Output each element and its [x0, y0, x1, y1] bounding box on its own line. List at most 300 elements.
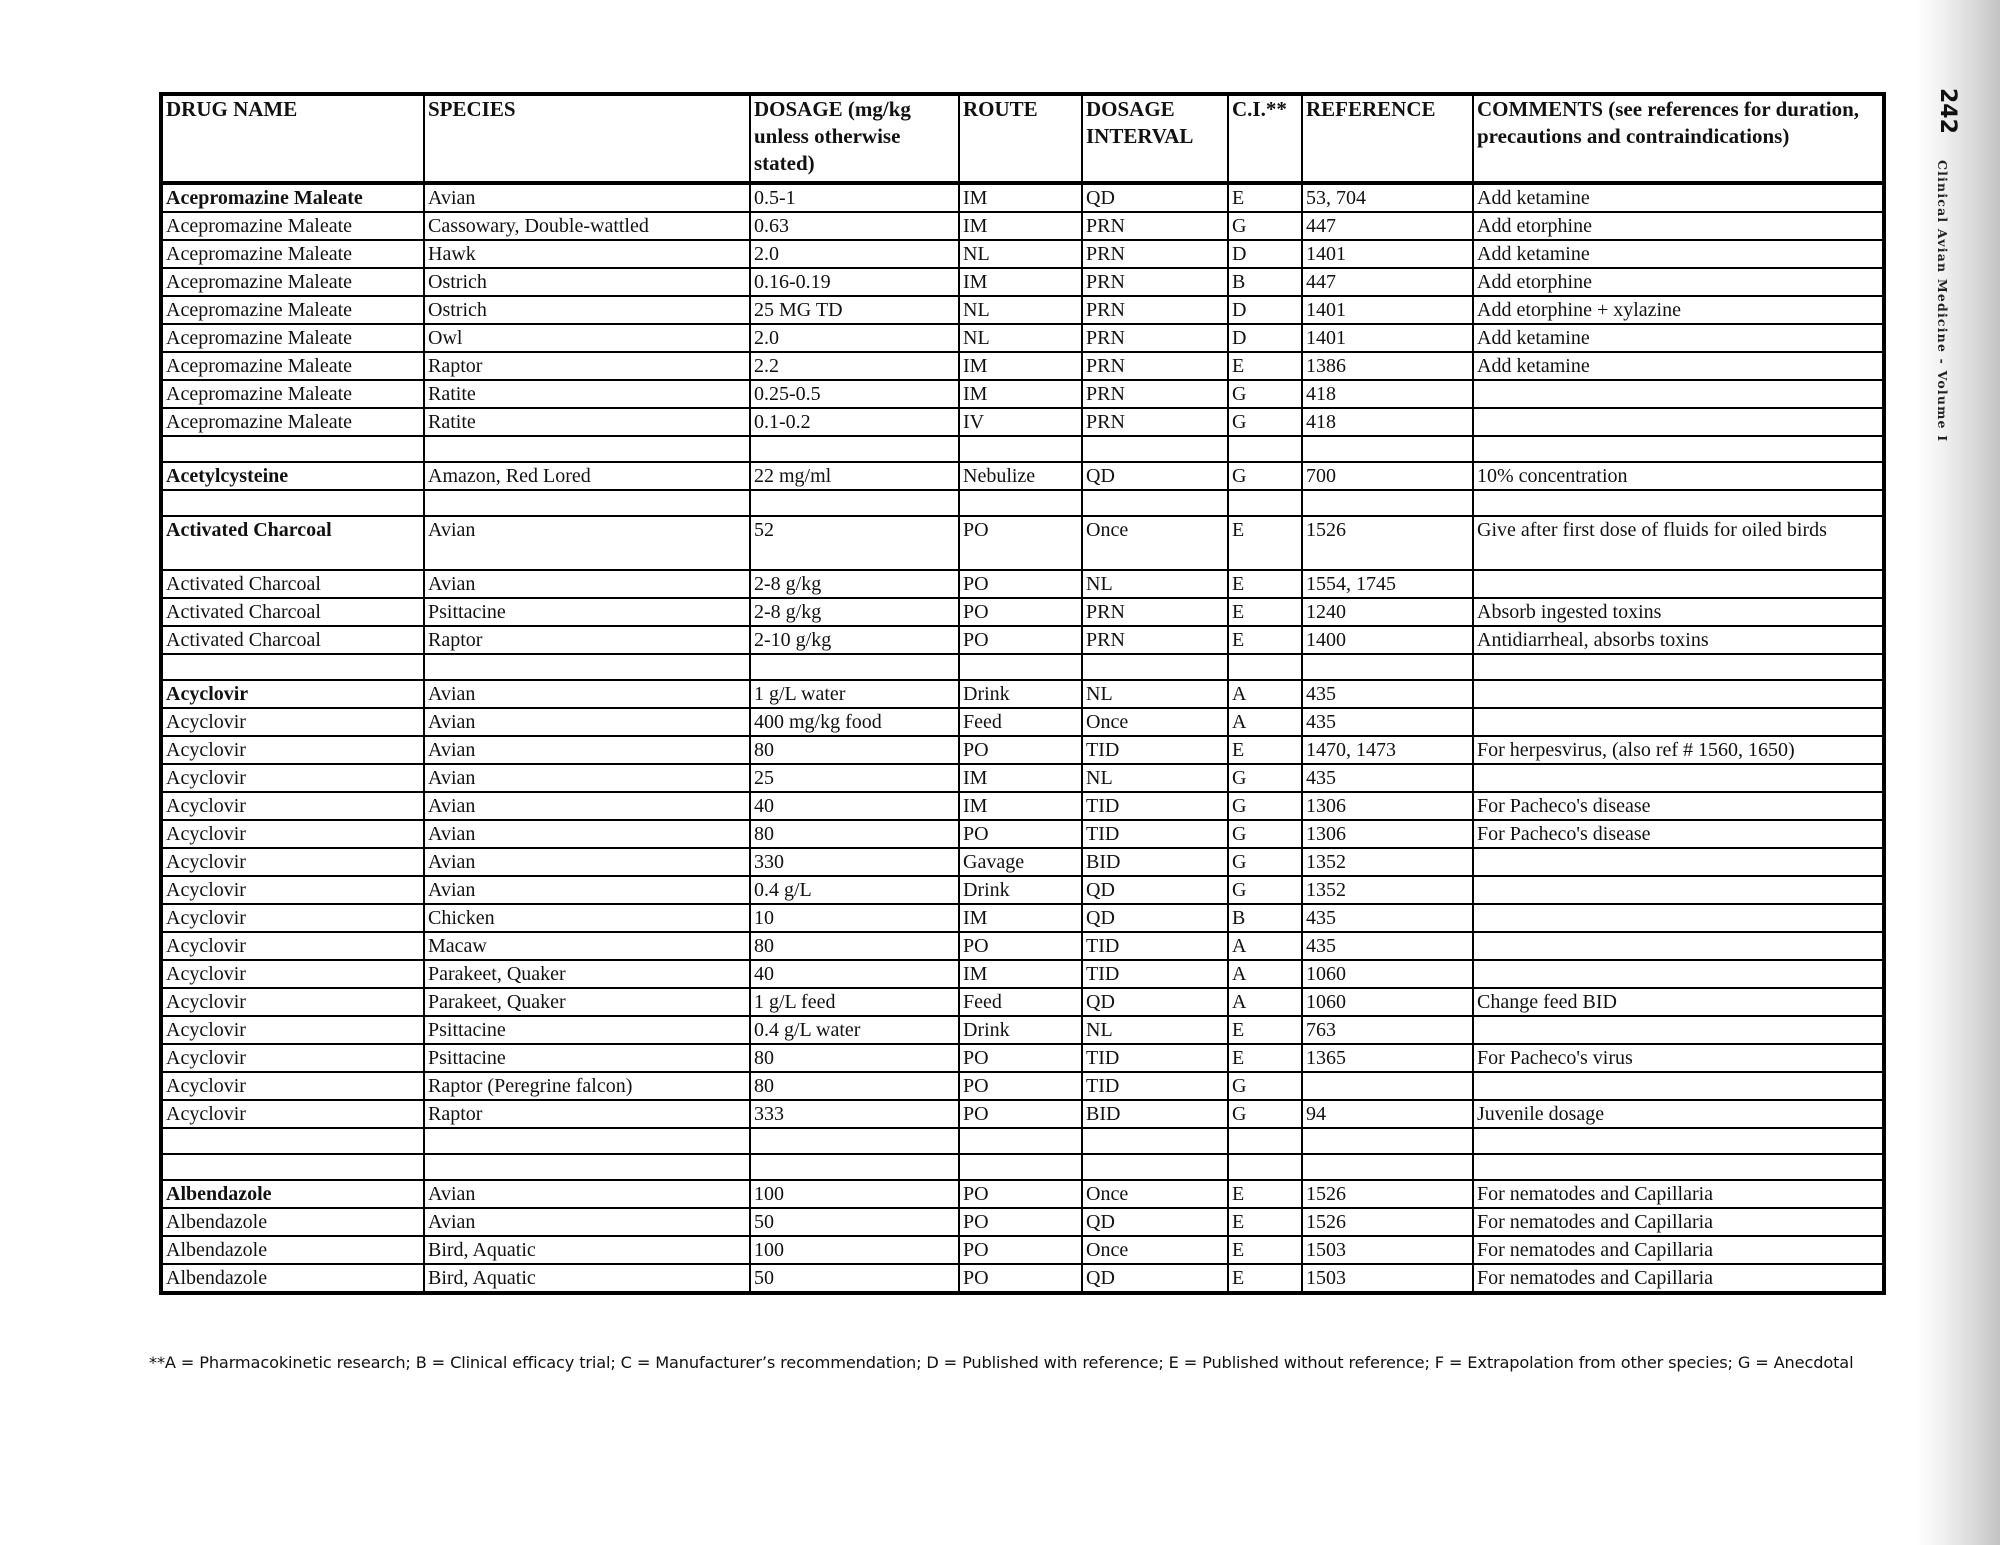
cell-reference: 1352	[1302, 848, 1473, 876]
cell-dosage	[750, 1128, 959, 1154]
cell-route: IV	[959, 408, 1082, 436]
cell-route: IM	[959, 792, 1082, 820]
cell-comments: Add etorphine	[1473, 212, 1884, 240]
cell-comments: For nematodes and Capillaria	[1473, 1208, 1884, 1236]
cell-route: PO	[959, 820, 1082, 848]
cell-species	[424, 1128, 750, 1154]
table-row	[161, 988, 1884, 1016]
cell-reference: 435	[1302, 904, 1473, 932]
cell-drug-name: Acyclovir	[161, 988, 424, 1016]
table-row	[161, 516, 1884, 570]
cell-dosage-interval: PRN	[1082, 240, 1228, 268]
cell-dosage-interval: BID	[1082, 1100, 1228, 1128]
cell-species: Avian	[424, 516, 750, 570]
cell-dosage-interval: PRN	[1082, 626, 1228, 654]
cell-route: PO	[959, 1264, 1082, 1293]
cell-drug-name: Acepromazine Maleate	[161, 380, 424, 408]
cell-reference: 700	[1302, 462, 1473, 490]
cell-route: IM	[959, 352, 1082, 380]
header-dosage-interval: DOSAGE INTERVAL	[1082, 94, 1228, 183]
cell-route	[959, 490, 1082, 516]
table-row	[161, 570, 1884, 598]
cell-route: IM	[959, 380, 1082, 408]
cell-ci: A	[1228, 960, 1302, 988]
cell-comments: Add etorphine + xylazine	[1473, 296, 1884, 324]
cell-dosage-interval	[1082, 654, 1228, 680]
cell-drug-name: Albendazole	[161, 1236, 424, 1264]
cell-species: Macaw	[424, 932, 750, 960]
cell-comments: For herpesvirus, (also ref # 1560, 1650)	[1473, 736, 1884, 764]
cell-comments: For nematodes and Capillaria	[1473, 1180, 1884, 1208]
cell-drug-name: Acyclovir	[161, 708, 424, 736]
cell-ci: G	[1228, 1072, 1302, 1100]
cell-dosage: 2.0	[750, 240, 959, 268]
empty-row	[161, 490, 1884, 516]
cell-dosage-interval: TID	[1082, 1044, 1228, 1072]
cell-species: Avian	[424, 680, 750, 708]
cell-species: Cassowary, Double-wattled	[424, 212, 750, 240]
cell-dosage: 1 g/L feed	[750, 988, 959, 1016]
table-row	[161, 183, 1884, 212]
cell-comments: Juvenile dosage	[1473, 1100, 1884, 1128]
cell-dosage: 80	[750, 932, 959, 960]
table-row	[161, 324, 1884, 352]
cell-ci: A	[1228, 680, 1302, 708]
cell-dosage-interval: PRN	[1082, 296, 1228, 324]
cell-comments	[1473, 1154, 1884, 1180]
cell-route: PO	[959, 598, 1082, 626]
cell-drug-name	[161, 490, 424, 516]
cell-species: Avian	[424, 876, 750, 904]
cell-dosage-interval	[1082, 490, 1228, 516]
table-row	[161, 240, 1884, 268]
cell-dosage: 100	[750, 1236, 959, 1264]
cell-species: Ratite	[424, 380, 750, 408]
cell-dosage-interval: NL	[1082, 680, 1228, 708]
cell-dosage-interval: PRN	[1082, 598, 1228, 626]
cell-ci: G	[1228, 820, 1302, 848]
cell-reference: 1240	[1302, 598, 1473, 626]
cell-reference: 435	[1302, 764, 1473, 792]
cell-reference: 1526	[1302, 516, 1473, 570]
cell-ci: A	[1228, 988, 1302, 1016]
cell-comments: Add ketamine	[1473, 240, 1884, 268]
cell-drug-name: Acepromazine Maleate	[161, 352, 424, 380]
cell-ci: G	[1228, 1100, 1302, 1128]
cell-dosage: 40	[750, 792, 959, 820]
cell-reference: 1060	[1302, 960, 1473, 988]
cell-reference	[1302, 1154, 1473, 1180]
cell-comments	[1473, 380, 1884, 408]
cell-drug-name: Acyclovir	[161, 820, 424, 848]
cell-species: Psittacine	[424, 598, 750, 626]
cell-species: Avian	[424, 764, 750, 792]
cell-comments	[1473, 680, 1884, 708]
cell-dosage: 10	[750, 904, 959, 932]
cell-drug-name: Acyclovir	[161, 1100, 424, 1128]
cell-drug-name: Acyclovir	[161, 932, 424, 960]
table-row	[161, 1236, 1884, 1264]
cell-reference: 1400	[1302, 626, 1473, 654]
cell-reference	[1302, 436, 1473, 462]
cell-drug-name	[161, 436, 424, 462]
cell-dosage-interval: TID	[1082, 820, 1228, 848]
cell-dosage-interval: PRN	[1082, 352, 1228, 380]
cell-species: Avian	[424, 1180, 750, 1208]
running-title-text: Clinical Avian Medicine - Volume I	[1935, 160, 1950, 443]
cell-species: Chicken	[424, 904, 750, 932]
cell-route	[959, 436, 1082, 462]
cell-route: PO	[959, 516, 1082, 570]
cell-drug-name: Acyclovir	[161, 736, 424, 764]
cell-route: Drink	[959, 680, 1082, 708]
empty-row	[161, 1154, 1884, 1180]
cell-route: PO	[959, 1180, 1082, 1208]
cell-species: Parakeet, Quaker	[424, 988, 750, 1016]
cell-comments	[1473, 960, 1884, 988]
cell-ci: G	[1228, 408, 1302, 436]
cell-dosage-interval: QD	[1082, 462, 1228, 490]
table-body	[161, 183, 1884, 1293]
cell-dosage: 80	[750, 1044, 959, 1072]
table-row	[161, 380, 1884, 408]
cell-species: Ratite	[424, 408, 750, 436]
cell-ci: B	[1228, 904, 1302, 932]
cell-ci: E	[1228, 1264, 1302, 1293]
cell-species: Owl	[424, 324, 750, 352]
cell-dosage-interval: PRN	[1082, 212, 1228, 240]
cell-drug-name: Acyclovir	[161, 792, 424, 820]
cell-reference: 53, 704	[1302, 183, 1473, 212]
cell-ci	[1228, 436, 1302, 462]
cell-reference: 1401	[1302, 240, 1473, 268]
cell-species: Avian	[424, 1208, 750, 1236]
cell-comments: For Pacheco's virus	[1473, 1044, 1884, 1072]
cell-ci: G	[1228, 380, 1302, 408]
cell-ci: E	[1228, 516, 1302, 570]
cell-route: Drink	[959, 1016, 1082, 1044]
cell-dosage-interval: PRN	[1082, 324, 1228, 352]
cell-route: IM	[959, 904, 1082, 932]
cell-drug-name: Albendazole	[161, 1264, 424, 1293]
cell-species: Raptor	[424, 352, 750, 380]
cell-dosage-interval: NL	[1082, 1016, 1228, 1044]
table-row	[161, 1264, 1884, 1293]
cell-species: Avian	[424, 183, 750, 212]
cell-ci: E	[1228, 1044, 1302, 1072]
cell-drug-name: Activated Charcoal	[161, 598, 424, 626]
cell-comments	[1473, 876, 1884, 904]
cell-species: Psittacine	[424, 1016, 750, 1044]
cell-dosage-interval: PRN	[1082, 380, 1228, 408]
cell-species: Avian	[424, 736, 750, 764]
cell-reference: 763	[1302, 1016, 1473, 1044]
cell-ci: G	[1228, 876, 1302, 904]
cell-route	[959, 1154, 1082, 1180]
cell-reference: 94	[1302, 1100, 1473, 1128]
cell-ci: G	[1228, 764, 1302, 792]
cell-reference: 418	[1302, 408, 1473, 436]
cell-species: Parakeet, Quaker	[424, 960, 750, 988]
cell-route: PO	[959, 736, 1082, 764]
cell-comments	[1473, 1016, 1884, 1044]
cell-drug-name: Acyclovir	[161, 680, 424, 708]
cell-drug-name	[161, 1154, 424, 1180]
cell-comments	[1473, 932, 1884, 960]
cell-dosage-interval: TID	[1082, 932, 1228, 960]
cell-ci: B	[1228, 268, 1302, 296]
cell-species: Hawk	[424, 240, 750, 268]
cell-reference: 1526	[1302, 1208, 1473, 1236]
cell-comments: For nematodes and Capillaria	[1473, 1236, 1884, 1264]
cell-route: IM	[959, 183, 1082, 212]
cell-ci: G	[1228, 792, 1302, 820]
table-row	[161, 680, 1884, 708]
cell-reference: 1386	[1302, 352, 1473, 380]
cell-comments	[1473, 848, 1884, 876]
table-row	[161, 792, 1884, 820]
cell-comments: Add ketamine	[1473, 183, 1884, 212]
cell-route: PO	[959, 570, 1082, 598]
cell-dosage: 2-10 g/kg	[750, 626, 959, 654]
cell-reference: 1401	[1302, 324, 1473, 352]
cell-route: PO	[959, 626, 1082, 654]
cell-ci: D	[1228, 296, 1302, 324]
cell-ci: A	[1228, 932, 1302, 960]
cell-species	[424, 654, 750, 680]
cell-drug-name: Acepromazine Maleate	[161, 296, 424, 324]
cell-dosage: 0.5-1	[750, 183, 959, 212]
cell-ci: G	[1228, 462, 1302, 490]
cell-route: PO	[959, 932, 1082, 960]
cell-ci: E	[1228, 598, 1302, 626]
cell-route: Drink	[959, 876, 1082, 904]
cell-reference: 1365	[1302, 1044, 1473, 1072]
cell-dosage-interval: Once	[1082, 1180, 1228, 1208]
cell-ci: G	[1228, 848, 1302, 876]
cell-dosage: 0.16-0.19	[750, 268, 959, 296]
cell-dosage: 2-8 g/kg	[750, 570, 959, 598]
cell-route: IM	[959, 268, 1082, 296]
cell-dosage	[750, 1154, 959, 1180]
cell-dosage: 50	[750, 1264, 959, 1293]
cell-drug-name: Acepromazine Maleate	[161, 324, 424, 352]
cell-ci	[1228, 1154, 1302, 1180]
cell-drug-name: Activated Charcoal	[161, 516, 424, 570]
cell-route: IM	[959, 212, 1082, 240]
table-row	[161, 212, 1884, 240]
cell-route: PO	[959, 1044, 1082, 1072]
cell-route: Nebulize	[959, 462, 1082, 490]
cell-reference: 1306	[1302, 820, 1473, 848]
cell-route: NL	[959, 296, 1082, 324]
cell-route: PO	[959, 1208, 1082, 1236]
cell-comments: 10% concentration	[1473, 462, 1884, 490]
cell-reference: 1503	[1302, 1264, 1473, 1293]
cell-drug-name: Albendazole	[161, 1180, 424, 1208]
cell-ci: E	[1228, 1208, 1302, 1236]
cell-comments: For Pacheco's disease	[1473, 792, 1884, 820]
cell-reference: 1526	[1302, 1180, 1473, 1208]
cell-ci: E	[1228, 352, 1302, 380]
cell-dosage-interval: TID	[1082, 960, 1228, 988]
table-row	[161, 462, 1884, 490]
cell-dosage-interval: QD	[1082, 876, 1228, 904]
table-row	[161, 1180, 1884, 1208]
cell-dosage-interval: QD	[1082, 988, 1228, 1016]
cell-reference	[1302, 490, 1473, 516]
cell-route: PO	[959, 1072, 1082, 1100]
header-dosage: DOSAGE (mg/kg unless otherwise stated)	[750, 94, 959, 183]
cell-species: Raptor	[424, 626, 750, 654]
cell-comments	[1473, 904, 1884, 932]
cell-dosage: 40	[750, 960, 959, 988]
cell-species: Ostrich	[424, 268, 750, 296]
cell-dosage: 25	[750, 764, 959, 792]
ci-footnote: **A = Pharmacokinetic research; B = Clinical efficacy trial; C = Manufacturer’s recommendation; D = Published with reference; E = Published without reference; F = Extrapolation from other species; G = Anecdotal	[149, 1353, 1854, 1372]
cell-drug-name: Acyclovir	[161, 848, 424, 876]
cell-comments: For nematodes and Capillaria	[1473, 1264, 1884, 1293]
empty-row	[161, 654, 1884, 680]
cell-ci: D	[1228, 240, 1302, 268]
cell-dosage: 80	[750, 820, 959, 848]
cell-route: Feed	[959, 988, 1082, 1016]
cell-dosage: 330	[750, 848, 959, 876]
cell-comments: Add ketamine	[1473, 352, 1884, 380]
cell-comments: Change feed BID	[1473, 988, 1884, 1016]
cell-species: Bird, Aquatic	[424, 1236, 750, 1264]
header-drug-name: DRUG NAME	[161, 94, 424, 183]
cell-species: Avian	[424, 792, 750, 820]
table-row	[161, 1208, 1884, 1236]
cell-comments	[1473, 654, 1884, 680]
cell-reference: 1060	[1302, 988, 1473, 1016]
cell-comments	[1473, 490, 1884, 516]
cell-reference: 418	[1302, 380, 1473, 408]
table-row	[161, 268, 1884, 296]
table-row	[161, 876, 1884, 904]
cell-dosage-interval	[1082, 1154, 1228, 1180]
cell-route: NL	[959, 324, 1082, 352]
cell-dosage-interval: QD	[1082, 1208, 1228, 1236]
cell-dosage: 0.63	[750, 212, 959, 240]
cell-species: Avian	[424, 570, 750, 598]
cell-comments: Add etorphine	[1473, 268, 1884, 296]
cell-drug-name: Acepromazine Maleate	[161, 408, 424, 436]
table-row	[161, 708, 1884, 736]
cell-dosage: 2-8 g/kg	[750, 598, 959, 626]
cell-dosage-interval: NL	[1082, 764, 1228, 792]
table-row	[161, 736, 1884, 764]
header-ci: C.I.**	[1228, 94, 1302, 183]
cell-dosage-interval: Once	[1082, 516, 1228, 570]
header-reference: REFERENCE	[1302, 94, 1473, 183]
cell-comments	[1473, 764, 1884, 792]
cell-species: Psittacine	[424, 1044, 750, 1072]
cell-drug-name: Acyclovir	[161, 1016, 424, 1044]
table-row	[161, 1016, 1884, 1044]
cell-comments	[1473, 570, 1884, 598]
cell-species	[424, 1154, 750, 1180]
cell-route: PO	[959, 1100, 1082, 1128]
cell-ci	[1228, 1128, 1302, 1154]
cell-comments: For Pacheco's disease	[1473, 820, 1884, 848]
cell-drug-name: Acyclovir	[161, 876, 424, 904]
cell-species	[424, 490, 750, 516]
cell-dosage: 25 MG TD	[750, 296, 959, 324]
table-row	[161, 598, 1884, 626]
cell-drug-name: Acyclovir	[161, 1072, 424, 1100]
table-header-row	[161, 94, 1884, 183]
table-row	[161, 1044, 1884, 1072]
cell-route: Feed	[959, 708, 1082, 736]
cell-route: Gavage	[959, 848, 1082, 876]
cell-dosage	[750, 436, 959, 462]
table-row	[161, 408, 1884, 436]
table-row	[161, 1072, 1884, 1100]
cell-dosage-interval: NL	[1082, 570, 1228, 598]
cell-reference: 435	[1302, 932, 1473, 960]
cell-dosage: 50	[750, 1208, 959, 1236]
cell-comments: Absorb ingested toxins	[1473, 598, 1884, 626]
cell-drug-name: Activated Charcoal	[161, 626, 424, 654]
cell-drug-name: Acepromazine Maleate	[161, 268, 424, 296]
cell-reference: 1554, 1745	[1302, 570, 1473, 598]
cell-dosage-interval: QD	[1082, 1264, 1228, 1293]
cell-drug-name: Albendazole	[161, 1208, 424, 1236]
cell-drug-name: Acetylcysteine	[161, 462, 424, 490]
cell-comments	[1473, 408, 1884, 436]
cell-reference	[1302, 1128, 1473, 1154]
cell-dosage: 80	[750, 736, 959, 764]
cell-species: Raptor	[424, 1100, 750, 1128]
cell-dosage-interval: Once	[1082, 708, 1228, 736]
cell-route: NL	[959, 240, 1082, 268]
table-row	[161, 820, 1884, 848]
cell-reference: 435	[1302, 680, 1473, 708]
page-number: 242	[1935, 88, 1960, 134]
cell-drug-name: Acyclovir	[161, 960, 424, 988]
cell-species: Avian	[424, 820, 750, 848]
cell-dosage-interval: TID	[1082, 736, 1228, 764]
cell-ci: A	[1228, 708, 1302, 736]
cell-reference: 1306	[1302, 792, 1473, 820]
cell-reference	[1302, 1072, 1473, 1100]
cell-route	[959, 1128, 1082, 1154]
cell-reference	[1302, 654, 1473, 680]
cell-species: Avian	[424, 848, 750, 876]
table-row	[161, 904, 1884, 932]
cell-dosage: 2.2	[750, 352, 959, 380]
header-species: SPECIES	[424, 94, 750, 183]
cell-reference: 435	[1302, 708, 1473, 736]
cell-route: IM	[959, 764, 1082, 792]
table-row	[161, 764, 1884, 792]
cell-route: PO	[959, 1236, 1082, 1264]
cell-dosage: 100	[750, 1180, 959, 1208]
cell-dosage-interval: TID	[1082, 1072, 1228, 1100]
cell-species: Amazon, Red Lored	[424, 462, 750, 490]
cell-dosage: 80	[750, 1072, 959, 1100]
cell-dosage: 0.4 g/L	[750, 876, 959, 904]
cell-comments: Antidiarrheal, absorbs toxins	[1473, 626, 1884, 654]
cell-dosage: 2.0	[750, 324, 959, 352]
cell-reference: 1470, 1473	[1302, 736, 1473, 764]
cell-comments	[1473, 1072, 1884, 1100]
cell-drug-name: Acepromazine Maleate	[161, 212, 424, 240]
cell-dosage: 0.4 g/L water	[750, 1016, 959, 1044]
empty-row	[161, 1128, 1884, 1154]
